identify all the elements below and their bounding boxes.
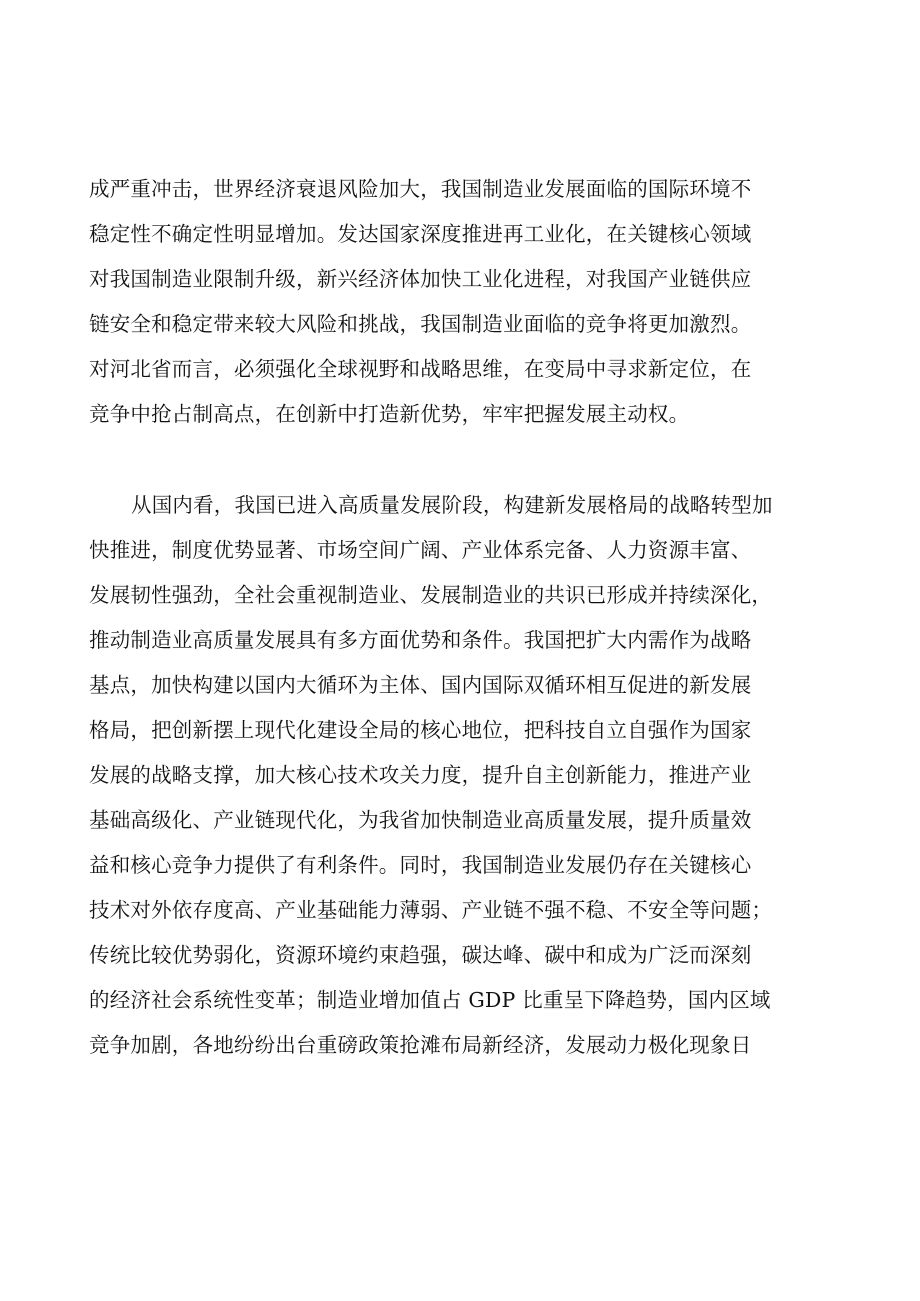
paragraph-line: 竞争中抢占制高点，在创新中打造新优势，牢牢把握发展主动权。 [89,402,690,426]
paragraph-line: 推动制造业高质量发展具有多方面优势和条件。我国把扩大内需作为战略 [89,628,752,652]
paragraph-line: 稳定性不确定性明显增加。发达国家深度推进再工业化，在关键核心领域 [89,222,752,246]
paragraph-line: 快推进，制度优势显著、市场空间广阔、产业体系完备、人力资源丰富、 [89,538,752,562]
paragraph-line: 对我国制造业限制升级，新兴经济体加快工业化进程，对我国产业链供应 [89,267,752,291]
paragraph-line: 发展韧性强劲，全社会重视制造业、发展制造业的共识已形成并持续深化， [89,583,773,607]
paragraph-line: 格局，把创新摆上现代化建设全局的核心地位，把科技自立自强作为国家 [89,718,752,742]
paragraph-line-indented: 从国内看，我国已进入高质量发展阶段，构建新发展格局的战略转型加 [131,493,773,517]
paragraph-line: 成严重冲击，世界经济衰退风险加大，我国制造业发展面临的国际环境不 [89,177,752,201]
paragraph-line: 发展的战略支撑，加大核心技术攻关力度，提升自主创新能力，推进产业 [89,763,752,787]
paragraph-line: 的经济社会系统性变革；制造业增加值占 GDP 比重呈下降趋势，国内区域 [89,988,771,1012]
paragraph-line: 基础高级化、产业链现代化，为我省加快制造业高质量发展，提升质量效 [89,808,752,832]
paragraph-line: 对河北省而言，必须强化全球视野和战略思维，在变局中寻求新定位，在 [89,357,752,381]
paragraph-line: 基点，加快构建以国内大循环为主体、国内国际双循环相互促进的新发展 [89,673,752,697]
paragraph-line: 传统比较优势弱化，资源环境约束趋强，碳达峰、碳中和成为广泛而深刻 [89,943,752,967]
paragraph-2 [89,483,839,1068]
paragraph-line: 竞争加剧，各地纷纷出台重磅政策抢滩布局新经济，发展动力极化现象日 [89,1033,752,1057]
paragraph-line: 益和核心竞争力提供了有利条件。同时，我国制造业发展仍存在关键核心 [89,853,752,877]
paragraph-line: 技术对外依存度高、产业基础能力薄弱、产业链不强不稳、不安全等问题； [89,898,773,922]
paragraph-1 [89,167,839,437]
paragraph-line: 链安全和稳定带来较大风险和挑战，我国制造业面临的竞争将更加激烈。 [89,312,752,336]
